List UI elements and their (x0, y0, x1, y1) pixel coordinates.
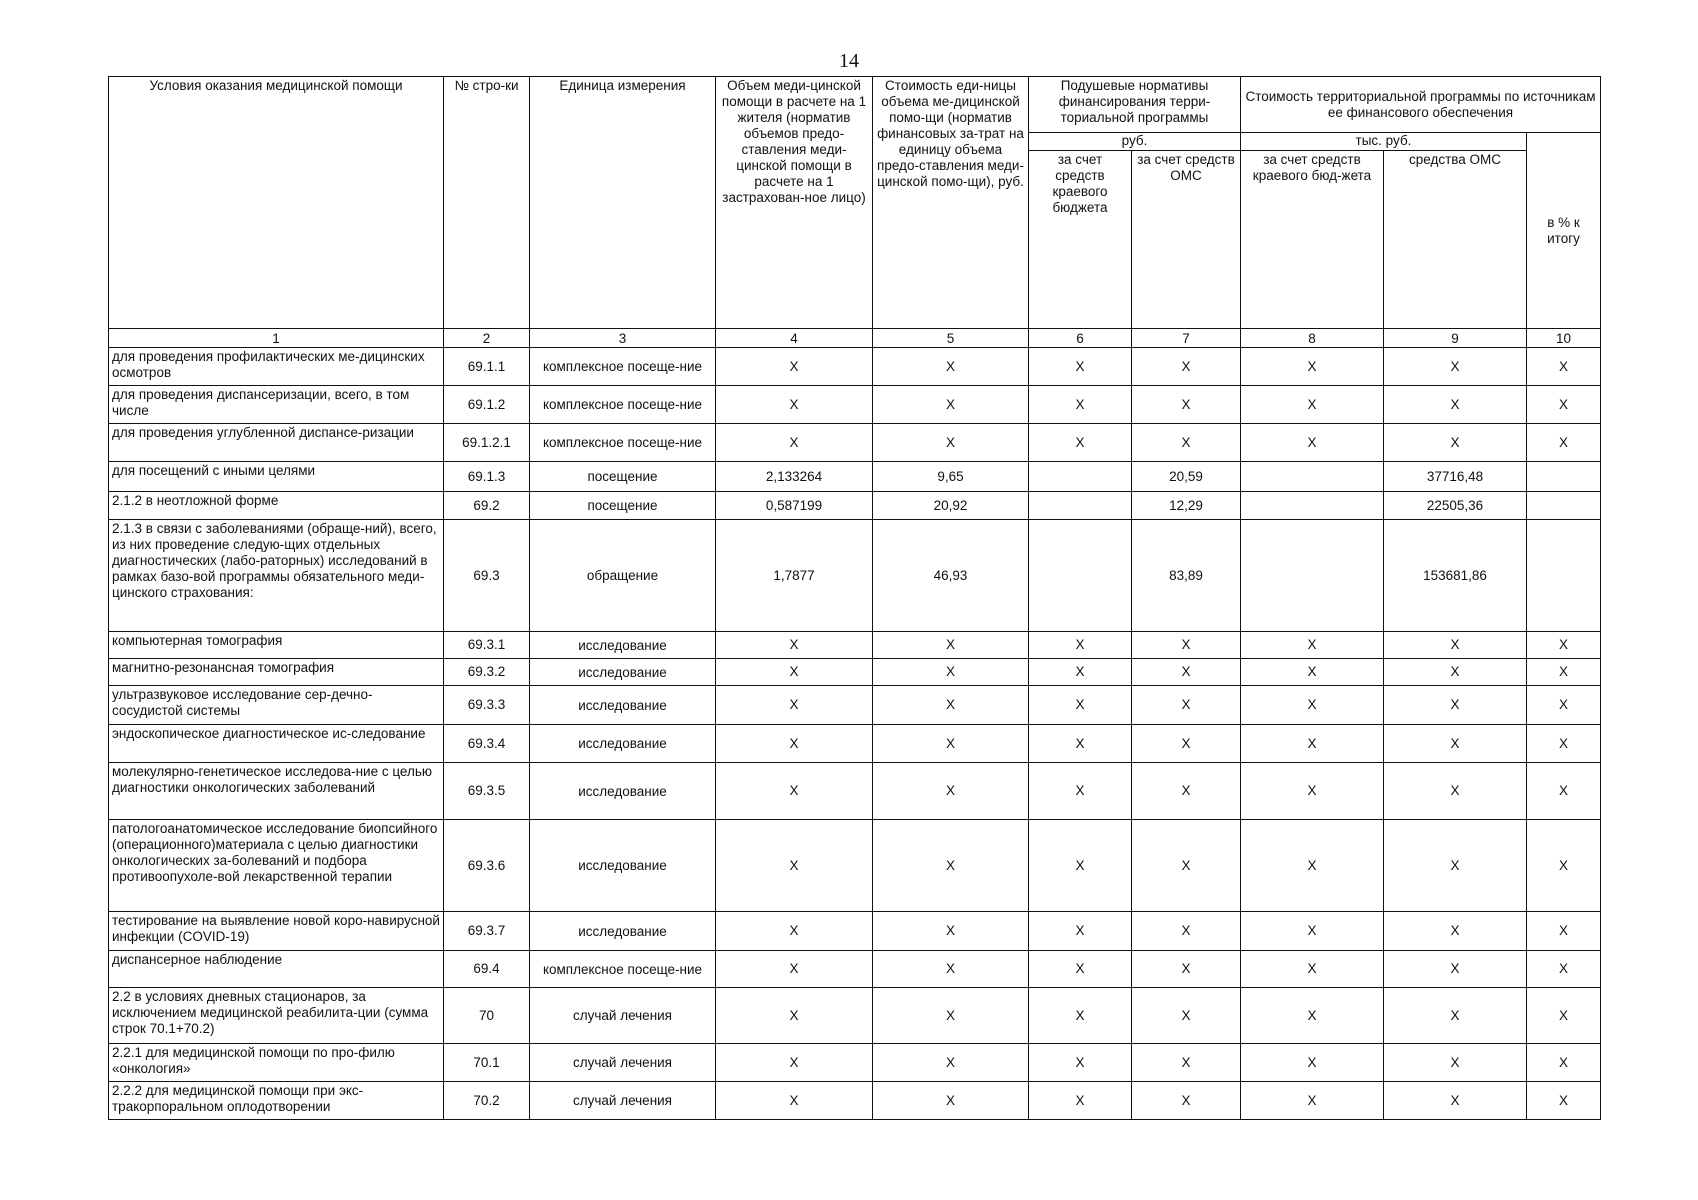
row-regional-budget: X (1029, 912, 1132, 951)
row-percent-total: X (1527, 820, 1601, 912)
row-unit: исследование (530, 686, 716, 725)
header-line-number: № стро-ки (444, 77, 530, 329)
row-condition: тестирование на выявление новой коро-навирусной инфекции (COVID-19) (109, 912, 444, 951)
row-regional-budget: X (1029, 951, 1132, 988)
row-regional-budget-cost: X (1241, 951, 1384, 988)
row-oms-funds: X (1132, 348, 1241, 386)
column-number: 6 (1029, 329, 1132, 348)
row-volume: 1,7877 (716, 520, 873, 632)
row-unit: комплексное посеще-ние (530, 386, 716, 424)
row-oms-funds: X (1132, 1082, 1241, 1120)
row-line-number: 70 (444, 988, 530, 1044)
row-oms-funds: X (1132, 686, 1241, 725)
row-percent-total: X (1527, 659, 1601, 686)
row-percent-total: X (1527, 386, 1601, 424)
row-line-number: 69.1.1 (444, 348, 530, 386)
row-unit-cost: X (873, 912, 1029, 951)
row-volume: X (716, 1082, 873, 1120)
row-regional-budget: X (1029, 1082, 1132, 1120)
row-oms-cost: X (1384, 912, 1527, 951)
row-regional-budget: X (1029, 988, 1132, 1044)
row-condition: для проведения углубленной диспансе-ризации (109, 424, 444, 462)
row-regional-budget: X (1029, 632, 1132, 659)
row-oms-funds: X (1132, 659, 1241, 686)
header-oms-funds: за счет средств ОМС (1132, 151, 1241, 329)
row-line-number: 69.3 (444, 520, 530, 632)
row-oms-cost: X (1384, 988, 1527, 1044)
column-number-row (109, 329, 1601, 348)
column-number: 2 (444, 329, 530, 348)
table-row (109, 348, 1601, 386)
row-volume: X (716, 912, 873, 951)
row-oms-cost: 37716,48 (1384, 462, 1527, 492)
row-unit-cost: X (873, 763, 1029, 820)
column-number: 4 (716, 329, 873, 348)
row-percent-total: X (1527, 725, 1601, 763)
row-unit-cost: X (873, 659, 1029, 686)
program-cost-table (108, 76, 1601, 1120)
row-condition: для посещений с иными целями (109, 462, 444, 492)
row-oms-cost: X (1384, 424, 1527, 462)
row-oms-funds: X (1132, 912, 1241, 951)
row-unit: комплексное посеще-ние (530, 951, 716, 988)
row-unit-cost: X (873, 424, 1029, 462)
row-condition: 2.1.3 в связи с заболеваниями (обраще-ний), всего, из них проведение следую-щих отдельных диагностических (лабо-раторных) исследований в рамках базо-вой программы обязательного меди-цинского страхования: (109, 520, 444, 632)
row-regional-budget-cost: X (1241, 912, 1384, 951)
table-row (109, 386, 1601, 424)
table-row (109, 1082, 1601, 1120)
row-regional-budget: X (1029, 686, 1132, 725)
row-unit: исследование (530, 632, 716, 659)
row-volume: X (716, 988, 873, 1044)
row-unit-cost: X (873, 725, 1029, 763)
row-condition: диспансерное наблюдение (109, 951, 444, 988)
row-oms-funds: X (1132, 988, 1241, 1044)
row-unit-cost: 46,93 (873, 520, 1029, 632)
row-line-number: 69.3.3 (444, 686, 530, 725)
row-volume: X (716, 424, 873, 462)
row-oms-funds: X (1132, 725, 1241, 763)
row-oms-cost: X (1384, 763, 1527, 820)
row-line-number: 69.1.3 (444, 462, 530, 492)
row-line-number: 69.3.4 (444, 725, 530, 763)
row-unit: исследование (530, 820, 716, 912)
row-oms-funds: 20,59 (1132, 462, 1241, 492)
row-oms-funds: X (1132, 763, 1241, 820)
row-unit-cost: X (873, 951, 1029, 988)
row-regional-budget: X (1029, 820, 1132, 912)
page-number: 14 (839, 50, 859, 72)
row-regional-budget: X (1029, 424, 1132, 462)
row-regional-budget-cost: X (1241, 632, 1384, 659)
row-volume: X (716, 820, 873, 912)
row-condition: для проведения профилактических ме-дицинских осмотров (109, 348, 444, 386)
row-percent-total: X (1527, 1082, 1601, 1120)
row-oms-funds: X (1132, 632, 1241, 659)
row-percent-total: X (1527, 632, 1601, 659)
row-line-number: 69.3.6 (444, 820, 530, 912)
row-line-number: 69.4 (444, 951, 530, 988)
row-volume: X (716, 686, 873, 725)
row-regional-budget-cost: X (1241, 1044, 1384, 1082)
row-unit: случай лечения (530, 1044, 716, 1082)
row-condition: 2.1.2 в неотложной форме (109, 492, 444, 520)
row-oms-funds: 12,29 (1132, 492, 1241, 520)
row-condition: 2.2.2 для медицинской помощи при экс-тракорпоральном оплодотворении (109, 1082, 444, 1120)
column-number: 5 (873, 329, 1029, 348)
row-unit: исследование (530, 659, 716, 686)
header-oms-cost: средства ОМС (1384, 151, 1527, 329)
table-row (109, 659, 1601, 686)
header-conditions: Условия оказания медицинской помощи (109, 77, 444, 329)
row-regional-budget (1029, 462, 1132, 492)
row-regional-budget (1029, 520, 1132, 632)
row-volume: X (716, 763, 873, 820)
row-regional-budget (1029, 492, 1132, 520)
row-percent-total: X (1527, 686, 1601, 725)
table-row (109, 686, 1601, 725)
row-line-number: 69.3.2 (444, 659, 530, 686)
row-condition: ультразвуковое исследование сер-дечно-сосудистой системы (109, 686, 444, 725)
row-condition: молекулярно-генетическое исследова-ние с целью диагностики онкологических заболеваний (109, 763, 444, 820)
row-regional-budget: X (1029, 763, 1132, 820)
column-number: 8 (1241, 329, 1384, 348)
table-row (109, 951, 1601, 988)
row-regional-budget: X (1029, 348, 1132, 386)
row-line-number: 69.3.1 (444, 632, 530, 659)
row-volume: X (716, 386, 873, 424)
row-unit-cost: X (873, 686, 1029, 725)
row-oms-cost: X (1384, 725, 1527, 763)
row-condition: компьютерная томография (109, 632, 444, 659)
table-row (109, 632, 1601, 659)
row-regional-budget-cost: X (1241, 763, 1384, 820)
row-unit: комплексное посеще-ние (530, 424, 716, 462)
row-oms-cost: X (1384, 386, 1527, 424)
row-condition: 2.2.1 для медицинской помощи по про-филю «онкология» (109, 1044, 444, 1082)
row-regional-budget: X (1029, 386, 1132, 424)
row-unit: посещение (530, 462, 716, 492)
row-condition: патологоанатомическое исследование биопсийного (операционного)материала с целью диагностики онкологических за-болеваний и подбора противоопухоле-вой лекарственной терапии (109, 820, 444, 912)
row-line-number: 70.2 (444, 1082, 530, 1120)
row-unit-cost: X (873, 1082, 1029, 1120)
table-row (109, 912, 1601, 951)
row-percent-total (1527, 462, 1601, 492)
row-percent-total: X (1527, 951, 1601, 988)
row-volume: X (716, 951, 873, 988)
table-row (109, 763, 1601, 820)
column-number: 9 (1384, 329, 1527, 348)
row-volume: 2,133264 (716, 462, 873, 492)
table-row (109, 725, 1601, 763)
row-unit: посещение (530, 492, 716, 520)
table-row (109, 1044, 1601, 1082)
header-per-capita-standards: Подушевые нормативы финансирования терри-ториальной программы (1029, 77, 1241, 133)
row-regional-budget: X (1029, 725, 1132, 763)
row-regional-budget: X (1029, 1044, 1132, 1082)
row-line-number: 70.1 (444, 1044, 530, 1082)
row-regional-budget-cost (1241, 462, 1384, 492)
row-oms-cost: X (1384, 1044, 1527, 1082)
table-row (109, 492, 1601, 520)
header-unit: Единица измерения (530, 77, 716, 329)
row-regional-budget-cost: X (1241, 820, 1384, 912)
row-oms-funds: X (1132, 951, 1241, 988)
row-condition: эндоскопическое диагностическое ис-следование (109, 725, 444, 763)
row-regional-budget-cost: X (1241, 348, 1384, 386)
table-row (109, 988, 1601, 1044)
row-volume: X (716, 659, 873, 686)
header-regional-budget-cost: за счет средств краевого бюд-жета (1241, 151, 1384, 329)
row-condition: 2.2 в условиях дневных стационаров, за исключением медицинской реабилита-ции (сумма строк 70.1+70.2) (109, 988, 444, 1044)
row-oms-cost: X (1384, 632, 1527, 659)
row-unit: обращение (530, 520, 716, 632)
row-condition: для проведения диспансеризации, всего, в том числе (109, 386, 444, 424)
row-regional-budget-cost: X (1241, 988, 1384, 1044)
table-row (109, 820, 1601, 912)
row-regional-budget-cost: X (1241, 659, 1384, 686)
header-volume: Объем меди-цинской помощи в расчете на 1 жителя (норматив объемов предо-ставления меди-цинской помощи в расчете на 1 застрахован-ное лицо) (716, 77, 873, 329)
row-percent-total: X (1527, 348, 1601, 386)
row-percent-total: X (1527, 763, 1601, 820)
row-oms-funds: X (1132, 820, 1241, 912)
header-unit-thousand-rub: тыс. руб. (1241, 133, 1527, 151)
row-unit: исследование (530, 912, 716, 951)
row-line-number: 69.1.2.1 (444, 424, 530, 462)
row-percent-total: X (1527, 424, 1601, 462)
row-volume: X (716, 1044, 873, 1082)
row-percent-total: X (1527, 912, 1601, 951)
row-volume: X (716, 725, 873, 763)
column-number: 7 (1132, 329, 1241, 348)
header-regional-budget: за счет средств краевого бюджета (1029, 151, 1132, 329)
table-row (109, 462, 1601, 492)
row-regional-budget-cost: X (1241, 424, 1384, 462)
row-regional-budget-cost: X (1241, 386, 1384, 424)
row-percent-total: X (1527, 988, 1601, 1044)
row-unit: исследование (530, 763, 716, 820)
row-oms-cost: X (1384, 348, 1527, 386)
row-unit-cost: 20,92 (873, 492, 1029, 520)
row-regional-budget-cost: X (1241, 1082, 1384, 1120)
row-oms-cost: X (1384, 951, 1527, 988)
row-oms-funds: X (1132, 1044, 1241, 1082)
row-unit-cost: X (873, 632, 1029, 659)
row-oms-cost: 22505,36 (1384, 492, 1527, 520)
row-unit-cost: X (873, 348, 1029, 386)
row-unit-cost: X (873, 1044, 1029, 1082)
row-regional-budget-cost: X (1241, 686, 1384, 725)
row-regional-budget: X (1029, 659, 1132, 686)
column-number: 1 (109, 329, 444, 348)
table-row (109, 424, 1601, 462)
row-condition: магнитно-резонансная томография (109, 659, 444, 686)
row-regional-budget-cost (1241, 520, 1384, 632)
row-oms-cost: X (1384, 659, 1527, 686)
row-oms-funds: X (1132, 424, 1241, 462)
row-volume: X (716, 632, 873, 659)
row-unit-cost: 9,65 (873, 462, 1029, 492)
row-unit-cost: X (873, 988, 1029, 1044)
table-row (109, 520, 1601, 632)
row-unit: случай лечения (530, 1082, 716, 1120)
row-oms-cost: X (1384, 1082, 1527, 1120)
row-unit-cost: X (873, 820, 1029, 912)
row-oms-funds: 83,89 (1132, 520, 1241, 632)
row-line-number: 69.2 (444, 492, 530, 520)
row-volume: X (716, 348, 873, 386)
row-oms-funds: X (1132, 386, 1241, 424)
row-line-number: 69.3.7 (444, 912, 530, 951)
row-oms-cost: X (1384, 820, 1527, 912)
row-percent-total (1527, 492, 1601, 520)
row-oms-cost: 153681,86 (1384, 520, 1527, 632)
row-oms-cost: X (1384, 686, 1527, 725)
row-percent-total: X (1527, 1044, 1601, 1082)
header-percent-total: в % к итогу (1527, 133, 1601, 329)
column-number: 10 (1527, 329, 1601, 348)
row-volume: 0,587199 (716, 492, 873, 520)
column-number: 3 (530, 329, 716, 348)
header-program-cost: Стоимость территориальной программы по источникам ее финансового обеспечения (1241, 77, 1601, 133)
row-unit: комплексное посеще-ние (530, 348, 716, 386)
header-unit-cost: Стоимость еди-ницы объема ме-дицинской помо-щи (норматив финансовых за-трат на единицу объема предо-ставления меди-цинской помо-щи), руб. (873, 77, 1029, 329)
row-unit: исследование (530, 725, 716, 763)
row-unit: случай лечения (530, 988, 716, 1044)
row-line-number: 69.1.2 (444, 386, 530, 424)
row-unit-cost: X (873, 386, 1029, 424)
row-percent-total (1527, 520, 1601, 632)
row-regional-budget-cost: X (1241, 725, 1384, 763)
row-regional-budget-cost (1241, 492, 1384, 520)
header-unit-rub: руб. (1029, 133, 1241, 151)
row-line-number: 69.3.5 (444, 763, 530, 820)
